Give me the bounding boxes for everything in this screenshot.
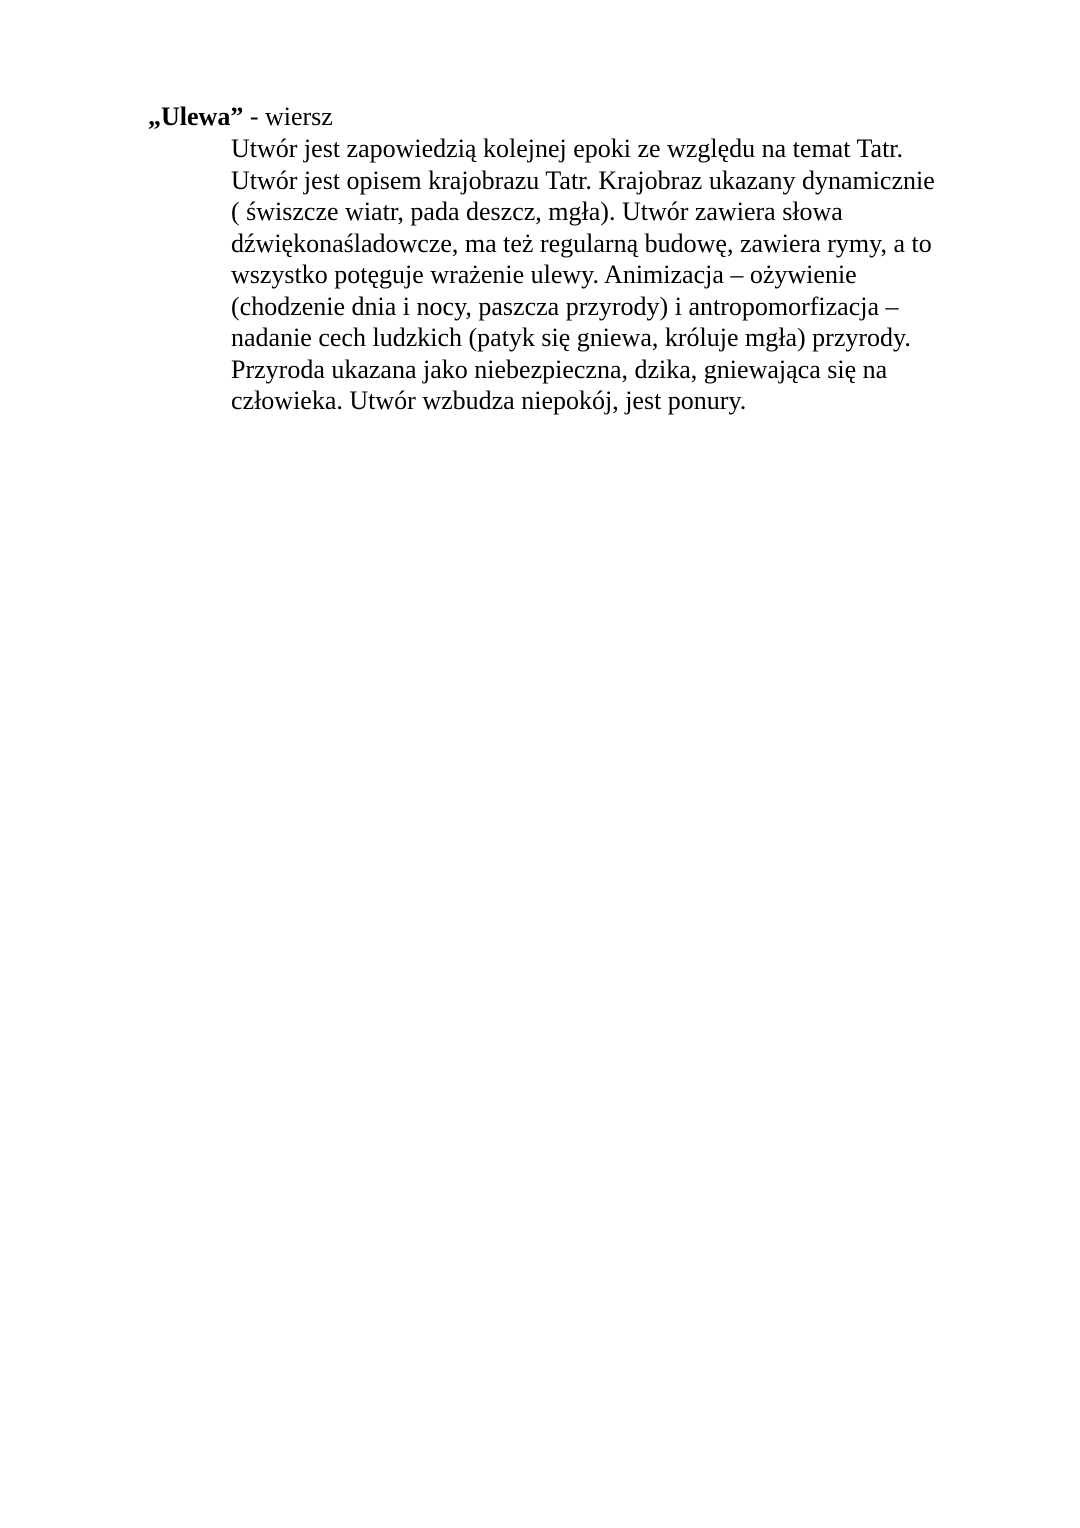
section-heading bbox=[148, 101, 1008, 133]
text-line: dźwiękonaśladowcze, ma też regularną budowę, zawiera rymy, a to bbox=[231, 228, 932, 258]
text-line: Przyroda ukazana jako niebezpieczna, dzika, gniewająca się na bbox=[231, 354, 888, 384]
poem-description bbox=[148, 133, 991, 417]
text-line: człowieka. Utwór wzbudza niepokój, jest ponury. bbox=[231, 386, 747, 415]
poem-section bbox=[148, 101, 1008, 417]
text-line: ( świszcze wiatr, pada deszcz, mgła). Utwór zawiera słowa bbox=[231, 197, 843, 226]
text-line: (chodzenie dnia i nocy, paszcza przyrody) i antropomorfizacja – bbox=[231, 291, 899, 321]
text-line: nadanie cech ludzkich (patyk się gniewa, króluje mgła) przyrody. bbox=[231, 323, 911, 352]
poem-title: „Ulewa” bbox=[148, 102, 244, 131]
text-line: Utwór jest zapowiedzią kolejnej epoki ze względu na temat Tatr. bbox=[231, 134, 904, 163]
poem-genre: - wiersz bbox=[243, 102, 333, 131]
text-line: wszystko potęguje wrażenie ulewy. Animizacja – ożywienie bbox=[231, 260, 857, 289]
text-line: Utwór jest opisem krajobrazu Tatr. Krajobraz ukazany dynamicznie bbox=[231, 165, 935, 195]
